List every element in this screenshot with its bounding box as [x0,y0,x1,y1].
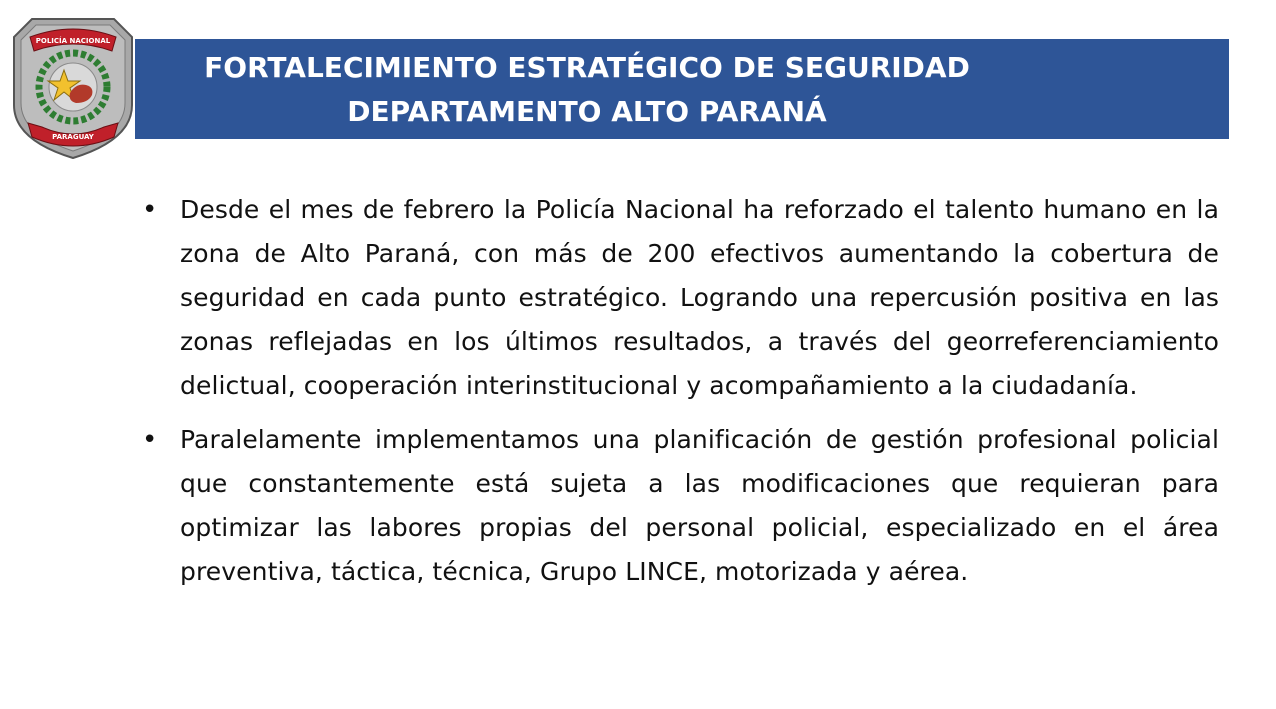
bullet-list [140,188,1219,604]
police-badge-icon [12,15,134,161]
bullet-item-2 [140,418,1219,594]
svg-text:POLICÍA NACIONAL: POLICÍA NACIONAL [35,37,111,45]
bullet-text-2: Paralelamente implementamos una planificación de gestión profesional policial que constantemente está sujeta a las modificaciones que requieran para optimizar las labores propias del personal policial, especializado en el área preventiva, táctica, técnica, Grupo LINCE, motorizada y aérea. [180,425,1219,586]
bullet-item-1 [140,188,1219,408]
svg-text:PARAGUAY: PARAGUAY [52,133,94,141]
bullet-text-1: Desde el mes de febrero la Policía Nacional ha reforzado el talento humano en la zona de Alto Paraná, con más de 200 efectivos aumentando la cobertura de seguridad en cada punto estratégico. Logrando una repercusión positiva en las zonas reflejadas en los últimos resultados, a través del georreferenciamiento delictual, cooperación interinstitucional y acompañamiento a la ciudadanía. [180,195,1219,400]
bullet-marker: • [142,195,158,225]
title-bar [135,39,1229,139]
bullet-marker: • [142,425,158,455]
page-title-line-1: FORTALECIMIENTO ESTRATÉGICO DE SEGURIDAD [204,51,970,84]
page-title-line-2: DEPARTAMENTO ALTO PARANÁ [347,95,827,128]
